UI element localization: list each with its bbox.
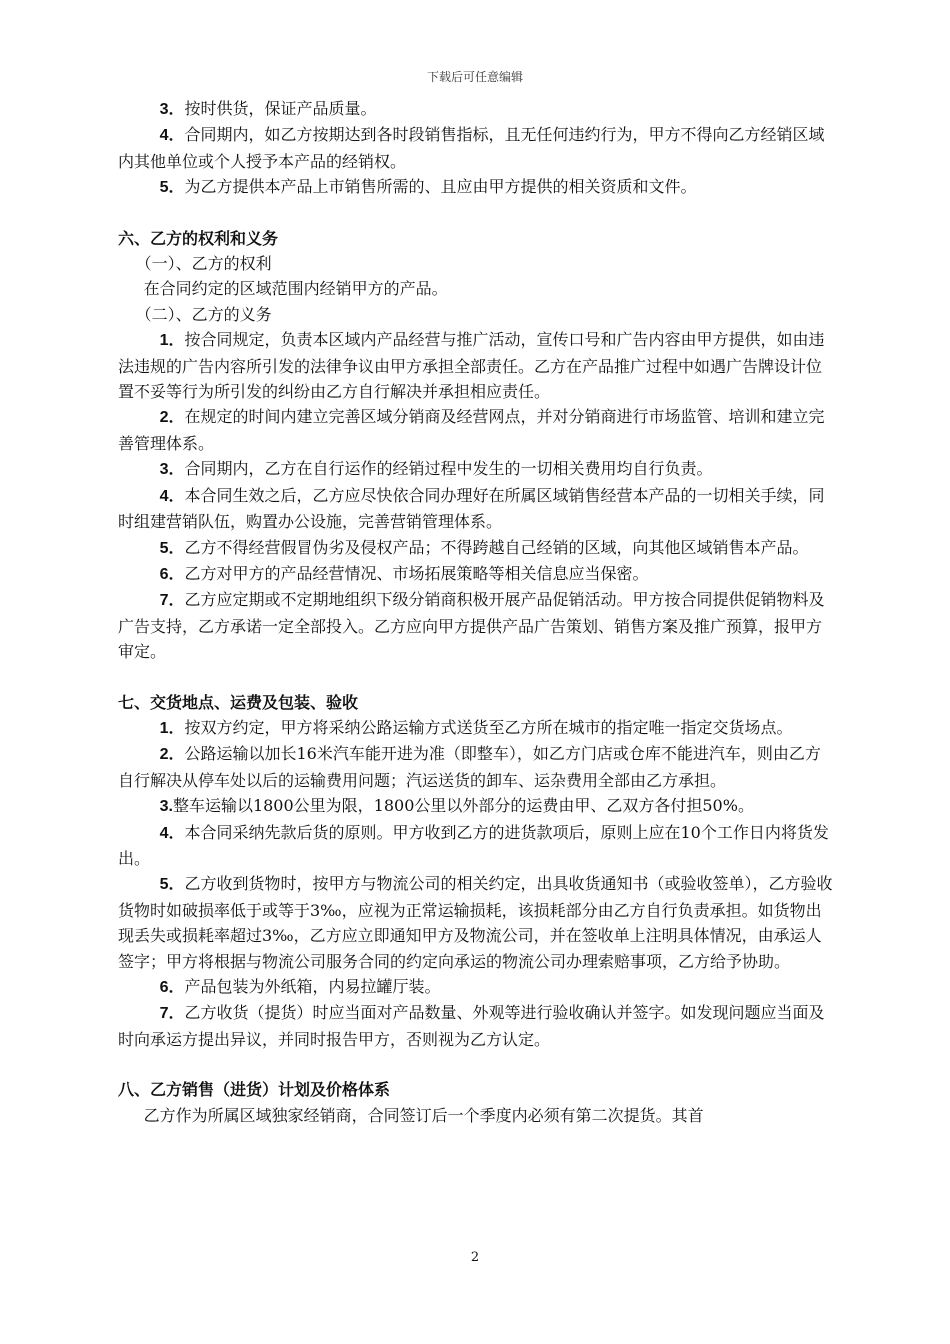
list-item: 7．乙方收货（提货）时应当面对产品数量、外观等进行验收确认并签字。如发现问题应当面及时向承运方提出异议，并同时报告甲方，否则视为乙方认定。 <box>118 1003 825 1049</box>
list-item: 6．乙方对甲方的产品经营情况、市场拓展策略等相关信息应当保密。 <box>159 563 649 583</box>
paragraph: 乙方作为所属区域独家经销商，合同签订后一个季度内必须有第二次提货。其首 <box>143 1105 704 1125</box>
list-item: 3.整车运输以1800公里为限，1800公里以外部分的运费由甲、乙双方各付担50%。 <box>159 796 754 816</box>
subsection-heading: （二）、乙方的义务 <box>135 304 272 324</box>
subsection-heading: （一）、乙方的权利 <box>135 254 272 274</box>
list-item: 3．合同期内，乙方在自行运作的经销过程中发生的一切相关费用均自行负责。 <box>159 459 713 479</box>
section-heading: 六、乙方的权利和义务 <box>118 228 279 248</box>
list-item: 7．乙方应定期或不定期地组织下级分销商积极开展产品促销活动。甲方按合同提供促销物料及广告支持，乙方承诺一定全部投入。乙方应向甲方提供产品广告策划、销售方案及推广预算，报甲方审定。 <box>118 590 825 662</box>
list-item: 2．在规定的时间内建立完善区域分销商及经营网点，并对分销商进行市场监管、培训和建立完善管理体系。 <box>118 407 825 453</box>
list-item: 4．合同期内，如乙方按期达到各时段销售指标，且无任何违约行为，甲方不得向乙方经销区域内其他单位或个人授予本产品的经销权。 <box>118 125 825 171</box>
list-item: 5．为乙方提供本产品上市销售所需的、且应由甲方提供的相关资质和文件。 <box>159 177 697 197</box>
list-item: 2．公路运输以加长16米汽车能开进为准（即整车），如乙方门店或仓库不能进汽车，则由乙方自行解决从停车处以后的运输费用问题；汽运送货的卸车、运杂费用全部由乙方承担。 <box>118 744 821 790</box>
list-item: 4．本合同生效之后，乙方应尽快依合同办理好在所属区域销售经营本产品的一切相关手续，同时组建营销队伍，购置办公设施，完善营销管理体系。 <box>118 485 825 532</box>
page-number: 2 <box>470 1250 480 1265</box>
page-header-note: 下载后可任意编辑 <box>426 70 523 84</box>
document-body <box>118 96 836 1128</box>
list-item: 1．按双方约定，甲方将采纳公路运输方式送货至乙方所在城市的指定唯一指定交货场点。 <box>159 717 793 737</box>
list-item: 4．本合同采纳先款后货的原则。甲方收到乙方的进货款项后，原则上应在10个工作日内将货发出。 <box>118 822 829 868</box>
section-heading: 七、交货地点、运费及包装、验收 <box>118 692 359 712</box>
paragraph: 在合同约定的区域范围内经销甲方的产品。 <box>143 279 448 299</box>
list-item: 5．乙方不得经营假冒伪劣及侵权产品；不得跨越自己经销的区域，向其他区域销售本产品。 <box>159 537 809 557</box>
section-heading: 八、乙方销售（进货）计划及价格体系 <box>118 1080 391 1100</box>
list-item: 6．产品包装为外纸箱，内易拉罐厅装。 <box>159 977 441 996</box>
list-item: 3．按时供货，保证产品质量。 <box>159 99 377 118</box>
list-item: 5．乙方收到货物时，按甲方与物流公司的相关约定，出具收货通知书（或验收签单），乙方验收货物时如破损率低于或等于3‰，应视为正常运输损耗，该损耗部分由乙方自行负责承担。如货物出现丢失或损耗率超过3‰，乙方应立即通知甲方及物流公司，并在签收单上注明具体情况，由承运人签字；甲方将根据与物流公司服务合同的约定向承运的物流公司办理索赔事项，乙方给予协助。 <box>118 874 833 971</box>
list-item: 1．按合同规定，负责本区域内产品经营与推广活动，宣传口号和广告内容由甲方提供，如由违法违规的广告内容所引发的法律争议由甲方承担全部责任。乙方在产品推广过程中如遇广告牌设计位置不妥等行为所引发的纠纷由乙方自行解决并承担相应责任。 <box>118 330 825 402</box>
